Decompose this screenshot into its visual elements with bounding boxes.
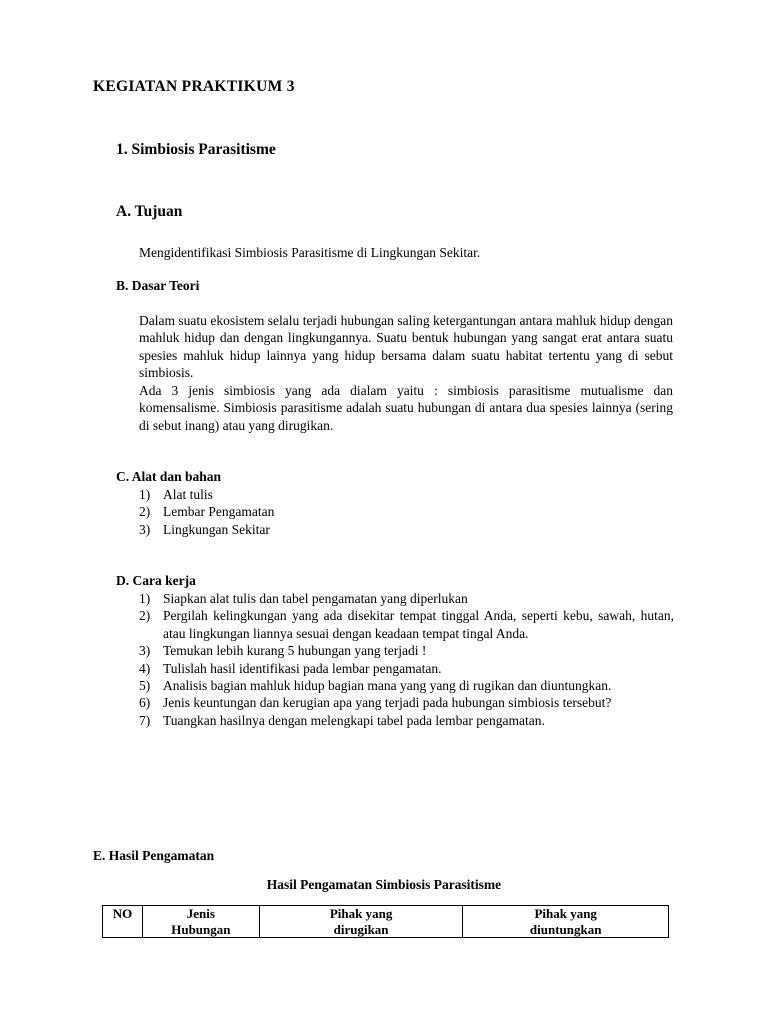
header-line: Pihak yang xyxy=(534,906,597,921)
header-line: Hubungan xyxy=(171,921,231,937)
header-line: Pihak yang xyxy=(329,906,393,921)
column-header-no xyxy=(103,906,143,938)
heading-tujuan: A. Tujuan xyxy=(116,203,183,220)
list-text: Lingkungan Sekitar xyxy=(163,521,270,537)
list-item xyxy=(139,521,274,538)
section-heading-simbiosis: 1. Simbiosis Parasitisme xyxy=(116,141,276,158)
list-number: 3) xyxy=(139,643,151,659)
list-item xyxy=(139,694,674,711)
list-number: 1) xyxy=(139,487,151,502)
list-number: 6) xyxy=(139,695,151,711)
list-number: 1) xyxy=(139,591,151,606)
list-item xyxy=(139,677,674,694)
table-header-row xyxy=(103,906,669,938)
list-text: Alat tulis xyxy=(163,487,213,502)
list-text: Temukan lebih kurang 5 hubungan yang terjadi ! xyxy=(163,643,427,659)
list-item xyxy=(139,712,674,729)
list-number: 5) xyxy=(139,678,151,694)
header-line: Jenis xyxy=(186,906,215,921)
column-header-pihak-dirugikan xyxy=(259,906,463,938)
list-text: Lembar Pengamatan xyxy=(163,504,275,520)
list-number: 4) xyxy=(139,660,151,676)
table-title: Hasil Pengamatan Simbiosis Parasitisme xyxy=(266,877,502,892)
list-number: 3) xyxy=(139,521,151,537)
list-text: Analisis bagian mahluk hidup bagian mana yang yang di rugikan dan diuntungkan. xyxy=(163,678,612,694)
heading-dasar-teori: B. Dasar Teori xyxy=(116,278,200,293)
tujuan-text: Mengidentifikasi Simbiosis Parasitisme di Lingkungan Sekitar. xyxy=(139,245,481,260)
document-title: KEGIATAN PRAKTIKUM 3 xyxy=(93,78,295,95)
cara-kerja-list xyxy=(139,590,674,729)
observation-table xyxy=(102,905,669,938)
list-number: 7) xyxy=(139,712,151,728)
list-text: Tuangkan hasilnya dengan melengkapi tabel pada lembar pengamatan. xyxy=(163,712,545,728)
header-line: diuntungkan xyxy=(529,921,602,937)
heading-alat-bahan: C. Alat dan bahan xyxy=(116,469,222,484)
list-text: Tulislah hasil identifikasi pada lembar pengamatan. xyxy=(163,660,442,676)
heading-hasil-pengamatan: E. Hasil Pengamatan xyxy=(93,848,215,863)
column-header-pihak-diuntungkan xyxy=(463,906,669,938)
list-text: Siapkan alat tulis dan tabel pengamatan yang diperlukan xyxy=(163,591,468,606)
dasar-teori-paragraph-2: Ada 3 jenis simbiosis yang ada dialam yaitu : simbiosis parasitisme mutualisme dan komensalisme. Simbiosis parasitisme adalah suatu hubungan di antara dua spesies lainnya (sering di sebut inang) atau yang dirugikan. xyxy=(139,383,673,433)
column-header-jenis-hubungan xyxy=(142,906,259,938)
header-line: NO xyxy=(112,906,133,921)
list-text: Pergilah kelingkungan yang ada disekitar tempat tinggal Anda, seperti kebu, sawah, hutan, atau lingkungan liannya sesuai dengan keadaan tempat tingal Anda. xyxy=(163,608,674,641)
list-item xyxy=(139,642,674,659)
list-item xyxy=(139,486,274,503)
header-line: dirugikan xyxy=(333,921,389,937)
heading-cara-kerja: D. Cara kerja xyxy=(116,573,196,588)
list-item xyxy=(139,590,674,607)
list-number: 2) xyxy=(139,608,151,624)
dasar-teori-paragraph-1: Dalam suatu ekosistem selalu terjadi hubungan saling ketergantungan antara mahluk hidup dengan mahluk hidup dan dengan lingkungannya. Suatu bentuk hubungan yang sangat erat antara suatu spesies mahluk hidup lainnya yang hidup bersama dalam suatu habitat tertentu yang di sebut simbiosis. xyxy=(139,313,673,381)
list-number: 2) xyxy=(139,504,151,520)
alat-bahan-list xyxy=(139,486,274,538)
list-text: Jenis keuntungan dan kerugian apa yang terjadi pada hubungan simbiosis tersebut? xyxy=(163,695,612,711)
list-item xyxy=(139,660,674,677)
list-item xyxy=(139,503,274,520)
list-item xyxy=(139,607,674,642)
